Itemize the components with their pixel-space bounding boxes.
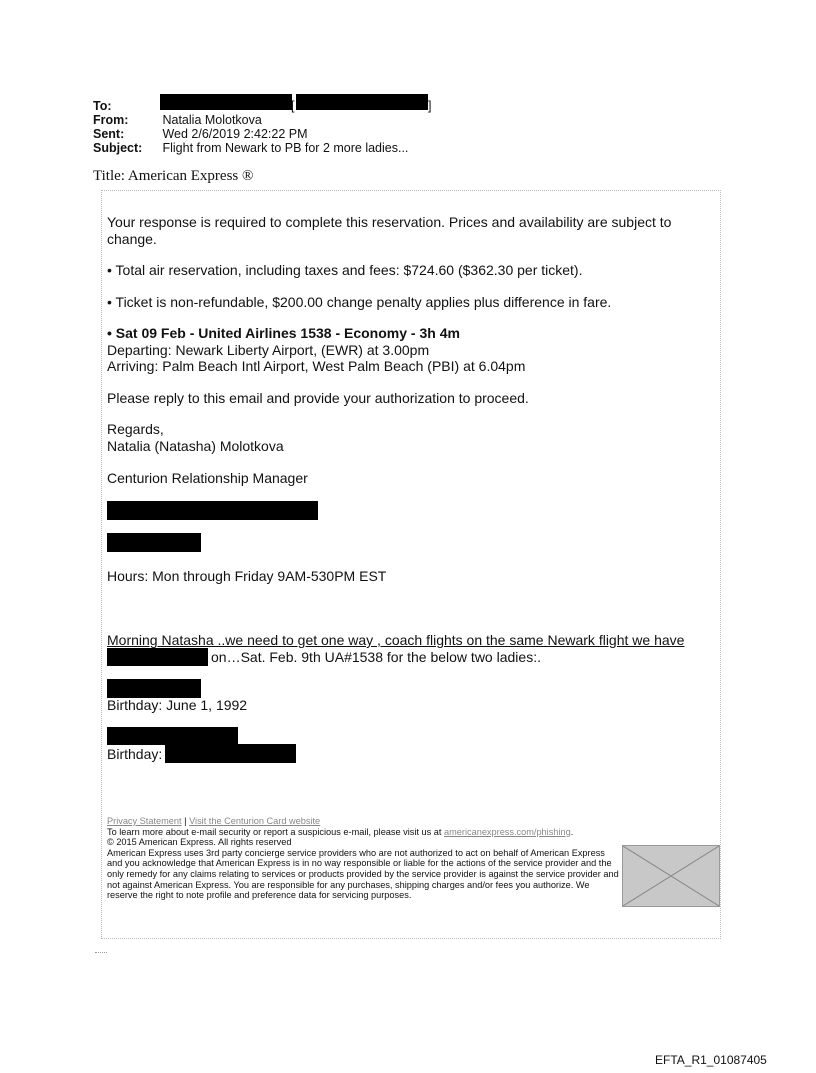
email-title: Title: American Express ® (93, 168, 254, 184)
to-row: To: (93, 99, 112, 113)
redaction (296, 94, 428, 110)
redaction (165, 744, 296, 763)
text: To learn more about e-mail security or report a suspicious e-mail, please visit us at (107, 826, 445, 837)
redaction (107, 679, 201, 698)
redaction (160, 94, 292, 110)
disclaimer: only remedy for any claims relating to services or products provided by the service provider is against the service provider and (107, 869, 619, 879)
text: Hours: Mon through Friday 9AM-530PM EST (107, 568, 387, 584)
redaction (107, 533, 201, 552)
bracket: [ (291, 99, 295, 113)
sent-row: Sent: Wed 2/6/2019 2:42:22 PM (93, 127, 308, 141)
bracket: ] (428, 99, 432, 113)
text: Morning Natasha ..we need to get one way , coach flights on the same Newark flight we have (107, 632, 685, 648)
text: Centurion Relationship Manager (107, 470, 308, 486)
separator: | (181, 816, 190, 826)
text: change. (107, 231, 157, 247)
disclaimer: reserve the right to note profile and preference data for servicing purposes. (107, 890, 412, 901)
text: on…Sat. Feb. 9th UA#1538 for the below two ladies:. (211, 649, 541, 665)
disclaimer: not against American Express. You are responsible for any purchases, shipping charges and/or fees you authorize. We (107, 879, 590, 890)
flight-bullet: • Sat 09 Feb - United Airlines 1538 - Economy - 3h 4m (107, 325, 460, 341)
bullet: • Ticket is non-refundable, $200.00 change penalty applies plus difference in fare. (107, 294, 612, 310)
text: Natalia (Natasha) Molotkova (107, 438, 284, 454)
image-placeholder-icon (623, 846, 719, 906)
text: Please reply to this email and provide your authorization to proceed. (107, 390, 529, 406)
disclaimer: American Express uses 3rd party concierge service providers who are not authorized to act on behalf of American Express (107, 847, 605, 858)
divider (95, 952, 107, 953)
redaction (107, 727, 238, 745)
centurion-website-link[interactable]: Visit the Centurion Card website (189, 816, 321, 826)
text: Regards, (107, 421, 164, 437)
privacy-link[interactable]: Privacy Statement (107, 816, 182, 826)
text: Departing: Newark Liberty Airport, (EWR) at 3.00pm (107, 342, 430, 358)
phishing-link[interactable]: americanexpress.com/phishing (444, 826, 571, 837)
text: Arriving: Palm Beach Intl Airport, West Palm Beach (PBI) at 6.04pm (107, 358, 526, 374)
text: Birthday: June 1, 1992 (107, 697, 248, 713)
redaction (107, 648, 208, 666)
broken-image-placeholder (622, 845, 720, 907)
text: Birthday: (107, 746, 163, 762)
bullet: • Total air reservation, including taxes and fees: $724.60 ($362.30 per ticket). (107, 262, 583, 278)
text: Your response is required to complete this reservation. Prices and availability are subject to (107, 214, 672, 230)
copyright: © 2015 American Express. All rights reserved (107, 837, 292, 848)
text: . (570, 826, 574, 837)
redaction (107, 501, 318, 520)
from-row: From: Natalia Molotkova (93, 113, 262, 127)
document-id: EFTA_R1_01087405 (655, 1053, 767, 1067)
disclaimer: and you acknowledge that American Express is in no way responsible or liable for the actions of the service provider and the (107, 858, 612, 869)
subject-row: Subject: Flight from Newark to PB for 2 more ladies... (93, 141, 409, 155)
